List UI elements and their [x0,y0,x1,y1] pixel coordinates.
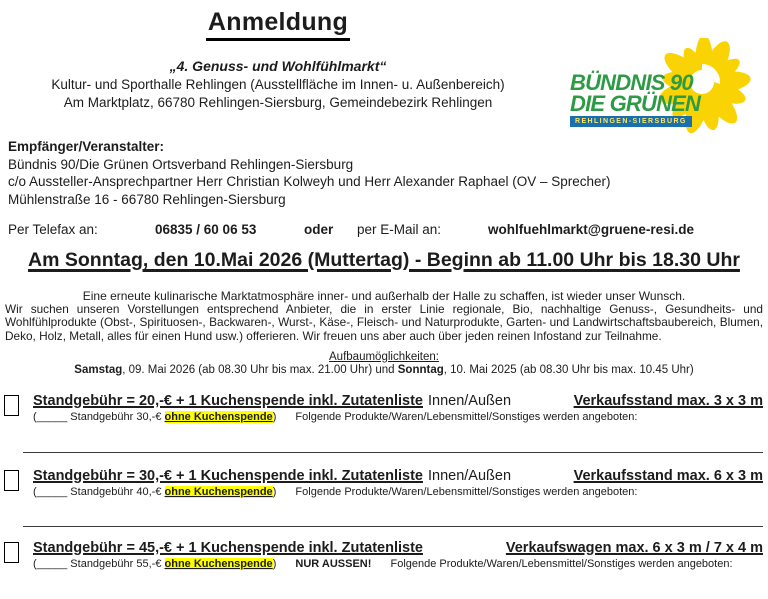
organizer-line-3: Mühlenstraße 16 - 66780 Rehlingen-Siersburg [8,191,286,207]
option-1-subline: (_____ Standgebühr 30,-€ ohne Kuchenspende) Folgende Produkte/Waren/Lebensmittel/Sonstiges werden angeboten: [33,411,638,423]
event-subtitle: „4. Genuss- und Wohlfühlmarkt“ [169,58,387,74]
option-1-alt-fee-blank[interactable]: (_____ Standgebühr 30,-€ [33,411,165,423]
stand-option-3 [3,540,765,570]
option-2-fee: Standgebühr = 30,-€ + 1 Kuchenspende inkl. Zutatenliste [33,468,423,484]
contact-row [0,222,768,240]
party-logo [560,40,768,132]
email-label: per E-Mail an: [357,222,442,237]
venue-line-2: Am Marktplatz, 66780 Rehlingen-Siersburg, Gemeindebezirk Rehlingen [63,95,493,110]
option-2-stand-size: Verkaufsstand max. 6 x 3 m [573,468,763,484]
option-3-checkbox[interactable] [4,542,19,563]
answer-line-2[interactable] [23,526,763,527]
venue-line-1: Kultur- und Sporthalle Rehlingen (Ausstellfläche im Innen- u. Außenbereich) [51,77,505,92]
intro-line: Eine erneute kulinarische Marktatmosphäre inner- und außerhalb der Halle zu schaffen, ist wieder unser Wunsch. [82,289,686,303]
option-3-alt-fee-blank[interactable]: (_____ Standgebühr 55,-€ [33,558,165,570]
email-address: wohlfuehlmarkt@gruene-resi.de [488,222,694,237]
option-2-products-label: Folgende Produkte/Waren/Lebensmittel/Sonstiges werden angeboten: [295,486,638,498]
or-label: oder [304,222,334,237]
party-name-line1: BÜNDNIS 90 [570,70,693,95]
option-3-stand-size: Verkaufswagen max. 6 x 3 m / 7 x 4 m [505,540,763,556]
option-3-subline: (_____ Standgebühr 55,-€ ohne Kuchenspende) NUR AUSSEN! Folgende Produkte/Waren/Lebensmittel/Sonstiges werden angeboten: [33,558,733,570]
option-1-stand-size: Verkaufsstand max. 3 x 3 m [573,393,763,409]
organizer-line-1: Bündnis 90/Die Grünen Ortsverband Rehlingen-Siersburg [8,156,354,172]
intro-paragraph: Wir suchen unseren Vorstellungen entsprechend Anbieter, die in erster Linie regionale, Bio, nachhaltige Genuss-, Gesundheits- und Wohlfühlprodukte (Obst-, Spirituosen-, Backwaren-, Wurst-, Käse-, Fleisch- und Naturprodukte, Garten- und Landwirtschaftsbaubereich, Blumen, Deko, Holz, Metall, alles für einen Hund usw.) offerieren. Wir freuen uns aber auch über jeden reinen Infostand zur Teilnahme. [5,302,763,343]
setup-saturday: Samstag [74,364,123,376]
setup-times: Samstag, 09. Mai 2026 (ab 08.30 Uhr bis max. 21.00 Uhr) und Sonntag, 10. Mai 2025 (ab 08.30 Uhr bis max. 10.45 Uhr) [74,364,694,376]
answer-line-1[interactable] [23,452,763,453]
organizer-heading: Empfänger/Veranstalter: [8,139,165,154]
option-1-location: Innen/Außen [427,393,512,409]
fax-label: Per Telefax an: [8,222,98,237]
option-3-note: NUR AUSSEN! [295,558,372,570]
option-2-title [33,468,765,484]
stand-option-2 [3,468,765,498]
setup-heading: Aufbaumöglichkeiten: [329,351,439,363]
page-title: Anmeldung [0,8,556,41]
party-name [570,70,701,116]
local-chapter-badge: REHLINGEN-SIERSBURG [570,116,692,127]
option-1-fee: Standgebühr = 20,-€ + 1 Kuchenspende inkl. Zutatenliste [33,393,423,409]
party-name-line2: DIE GRÜNEN [570,90,701,116]
option-2-location: Innen/Außen [427,468,512,484]
option-2-highlight: ohne Kuchenspende [164,486,273,498]
stand-option-1 [3,393,765,423]
event-date-heading: Am Sonntag, den 10.Mai 2026 (Muttertag) - Beginn ab 11.00 Uhr bis 18.30 Uhr [28,249,740,271]
option-1-checkbox[interactable] [4,395,19,416]
option-2-alt-fee-blank[interactable]: (_____ Standgebühr 40,-€ [33,486,165,498]
option-3-highlight: ohne Kuchenspende [164,558,273,570]
organizer-line-2: c/o Aussteller-Ansprechpartner Herr Christian Kolweyh und Herr Alexander Raphael (OV – Sprecher) [8,174,611,189]
fax-number: 06835 / 60 06 53 [155,222,257,237]
option-3-fee: Standgebühr = 45,-€ + 1 Kuchenspende inkl. Zutatenliste [33,540,423,556]
option-1-title [33,393,765,409]
option-1-highlight: ohne Kuchenspende [164,411,273,423]
option-2-subline: (_____ Standgebühr 40,-€ ohne Kuchenspende) Folgende Produkte/Waren/Lebensmittel/Sonstiges werden angeboten: [33,486,638,498]
option-2-checkbox[interactable] [4,470,19,491]
option-3-title [33,540,765,556]
setup-sunday: Sonntag [397,364,444,376]
option-1-products-label: Folgende Produkte/Waren/Lebensmittel/Sonstiges werden angeboten: [295,411,638,423]
organizer-block [8,138,611,208]
option-3-products-label: Folgende Produkte/Waren/Lebensmittel/Sonstiges werden angeboten: [390,558,733,570]
